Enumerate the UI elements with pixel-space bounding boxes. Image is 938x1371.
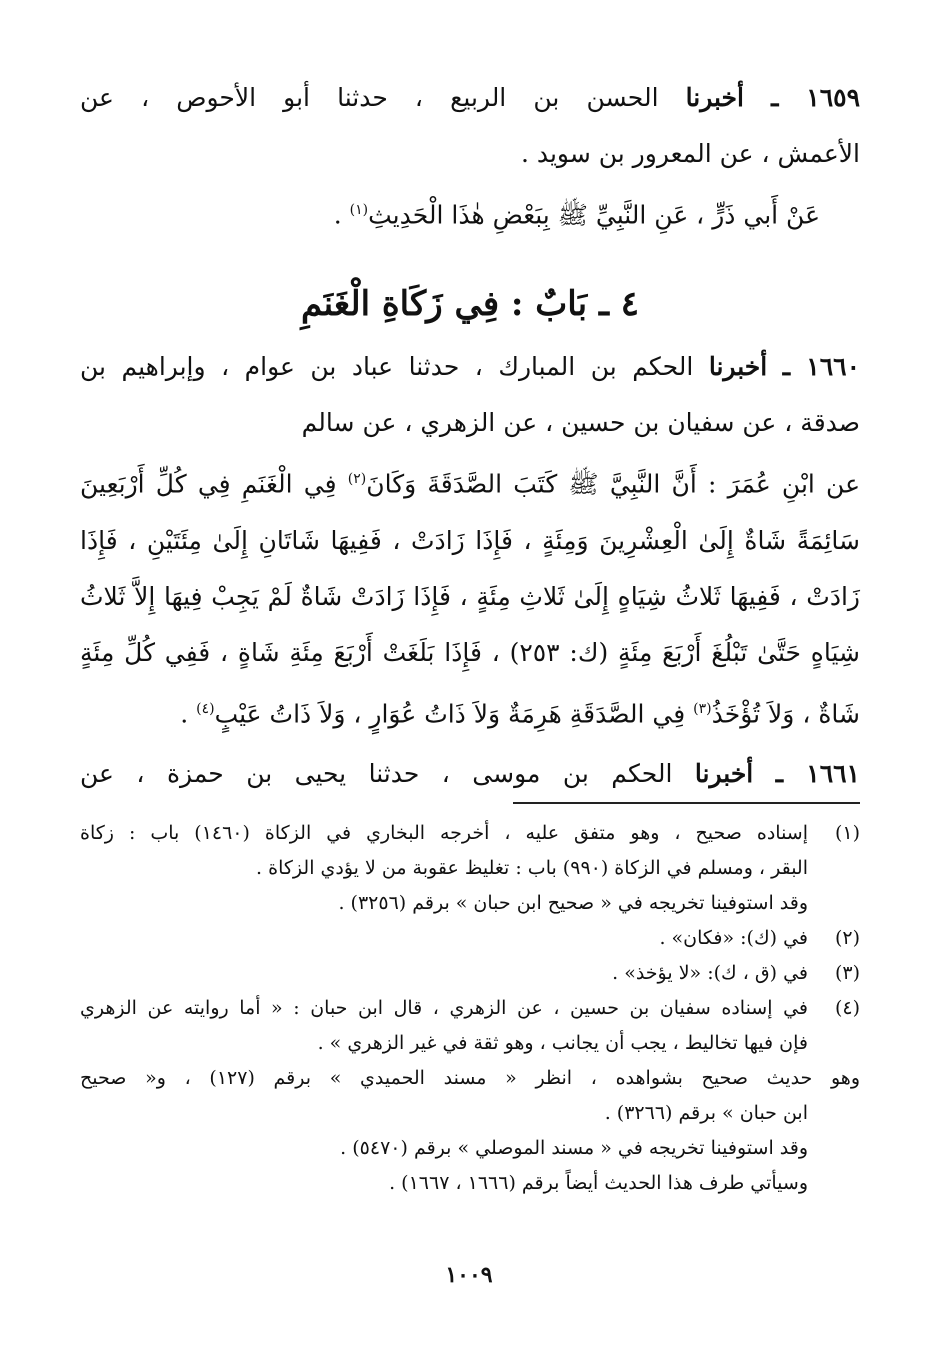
isnad-text: الحكم بن موسى ، حدثنا يحيى بن حمزة ، عن (80, 758, 695, 788)
hadith-1660-matn-3: زَادَتْ ، فَفِيهَا ثَلاثُ شِيَاهٍ إِلَىٰ ثَلاثِ مِئَةٍ ، فَإِذَا زَادَتْ شَاةٌ لَمْ يَجِبْ فِيهَا إِلاَّ ثَلاثُ (80, 581, 860, 611)
hadith-1659-line-2: الأعمش ، عن المعرور بن سويد . (520, 139, 860, 168)
footnote-number: (٣) (834, 962, 860, 984)
matn-end: . (333, 200, 350, 230)
footnote-text: وسيأتي طرف هذا الحديث أيضاً برقم (١٦٦٦ ، ١٦٦٧) . (389, 1172, 808, 1194)
main-text (80, 70, 860, 802)
hadith-lead-word: أخبرنا (694, 758, 754, 788)
hadith-number: ١٦٦٠ ـ (782, 352, 861, 382)
footnote-1-cont (80, 851, 860, 886)
hadith-1660-matn-1 (80, 451, 860, 512)
hadith-1659-line-3 (80, 182, 860, 243)
footnote-number: (٤) (834, 997, 860, 1019)
footnote-text: إسناده صحيح ، وهو متفق عليه ، أخرجه البخاري في الزكاة (١٤٦٠) باب : زكاة (80, 822, 808, 844)
footnote-text: البقر ، ومسلم في الزكاة (٩٩٠) باب : تغليظ عقوبة من لا يؤدي الزكاة . (256, 857, 808, 879)
isnad-text: الحكم بن المبارك ، حدثنا عباد بن عوام ، وإبراهيم بن (80, 352, 709, 382)
footnote-text: فإن فيها تخاليط ، يجب أن يجانب ، وهو ثقة في غير الزهري » . (317, 1032, 808, 1054)
isnad-text: الحسن بن الربيع ، حدثنا أبو الأحوص ، عن (80, 83, 686, 112)
hadith-1661-line-1 (80, 746, 860, 802)
hadith-1660-matn-5 (80, 681, 860, 742)
footnote-4-cont (80, 1131, 860, 1166)
footnote-text: وقد استوفينا تخريجه في « مسند الموصلي » برقم (٥٤٧٠) . (340, 1137, 808, 1159)
hadith-number: ١٦٥٩ ـ (771, 83, 861, 112)
footnote-4-cont (80, 1096, 860, 1131)
hadith-1659-line-1 (80, 70, 860, 126)
footnote-number: (١) (834, 822, 860, 844)
footnote-1 (80, 816, 860, 851)
footnote-ref-2: (٢) (347, 471, 367, 488)
matn-text: فِي الْغَنَمِ فِي كُلِّ أَرْبَعِينَ (80, 469, 348, 499)
hadith-1660-matn-4: شِيَاهٍ حَتَّىٰ تَبْلُغَ أَرْبَعَ مِئَةٍ (ك: ٢٥٣) ، فَإِذَا بَلَغَتْ أَرْبَعَ مِئَةِ شَاةٍ ، فَفِي كُلِّ مِئَةٍ (80, 637, 860, 667)
footnote-4-cont (80, 1061, 912, 1096)
matn-text: عَنْ أَبي ذَرٍّ ، عَنِ النَّبِيِّ ﷺ بِبَعْضِ هٰذَا الْحَدِيثِ (368, 200, 820, 230)
footnote-1-cont (80, 886, 860, 921)
matn-end: . (180, 698, 197, 728)
footnote-ref-1: (١) (349, 202, 369, 218)
footnote-4-cont (80, 1166, 860, 1201)
matn-text: شَاةٌ ، وَلاَ تُؤْخَذُ (711, 698, 860, 728)
hadith-lead-word: أخبرنا (708, 352, 768, 382)
matn-text: فِي الصَّدَقَةِ هَرِمَةٌ وَلاَ ذَاتُ عُوَارٍ ، وَلاَ ذَاتُ عَيْبٍ (214, 698, 694, 728)
footnote-3 (80, 956, 860, 991)
footnote-4 (80, 991, 860, 1026)
page-number: ١٠٠٩ (445, 1262, 493, 1288)
chapter-heading: ٤ ـ بَابٌ : فِي زَكَاةِ الْغَنَمِ (300, 284, 640, 325)
footnote-ref-3: (٣) (693, 700, 712, 717)
hadith-lead-word: أخبرنا (685, 83, 744, 112)
footnote-text: في (ك): «فكان» . (659, 927, 808, 949)
footnote-text: في (ق ، ك): «لا يؤخذ» . (612, 962, 808, 984)
footnote-number: (٢) (834, 927, 860, 949)
hadith-1660-matn-2: سَائِمَةً شَاةٌ إِلَىٰ الْعِشْرِينَ وَمِئَةٍ ، فَإِذَا زَادَتْ ، فَفِيهَا شَاتَانِ إِلَىٰ مِئَتَيْنِ ، فَإِذَا (80, 525, 860, 555)
footnote-text: ابن حبان » برقم (٣٢٦٦) . (604, 1102, 808, 1124)
footnotes (80, 816, 860, 1201)
footnote-text: وهو حديث صحيح بشواهده ، انظر « مسند الحميدي » برقم (١٢٧) ، و« صحيح (80, 1067, 860, 1089)
hadith-1660-line-1 (80, 339, 860, 395)
footnote-ref-4: (٤) (196, 700, 215, 717)
hadith-number: ١٦٦١ ـ (775, 758, 860, 788)
hadith-1660-line-2: صدقة ، عن سفيان بن حسين ، عن الزهري ، عن سالم (301, 408, 860, 438)
footnote-4-cont (80, 1026, 860, 1061)
matn-text: عن ابْنِ عُمَرَ : أَنَّ النَّبِيَّ ﷺ كَتَبَ الصَّدَقَةَ وَكَانَ (366, 469, 860, 499)
footnote-divider (513, 802, 860, 804)
footnote-text: وقد استوفينا تخريجه في « صحيح ابن حبان » برقم (٣٢٥٦) . (338, 892, 808, 914)
footnote-2 (80, 921, 860, 956)
footnote-text: في إسناده سفيان بن حسين ، عن الزهري ، قال ابن حبان : « أما روايته عن الزهري (80, 997, 808, 1019)
